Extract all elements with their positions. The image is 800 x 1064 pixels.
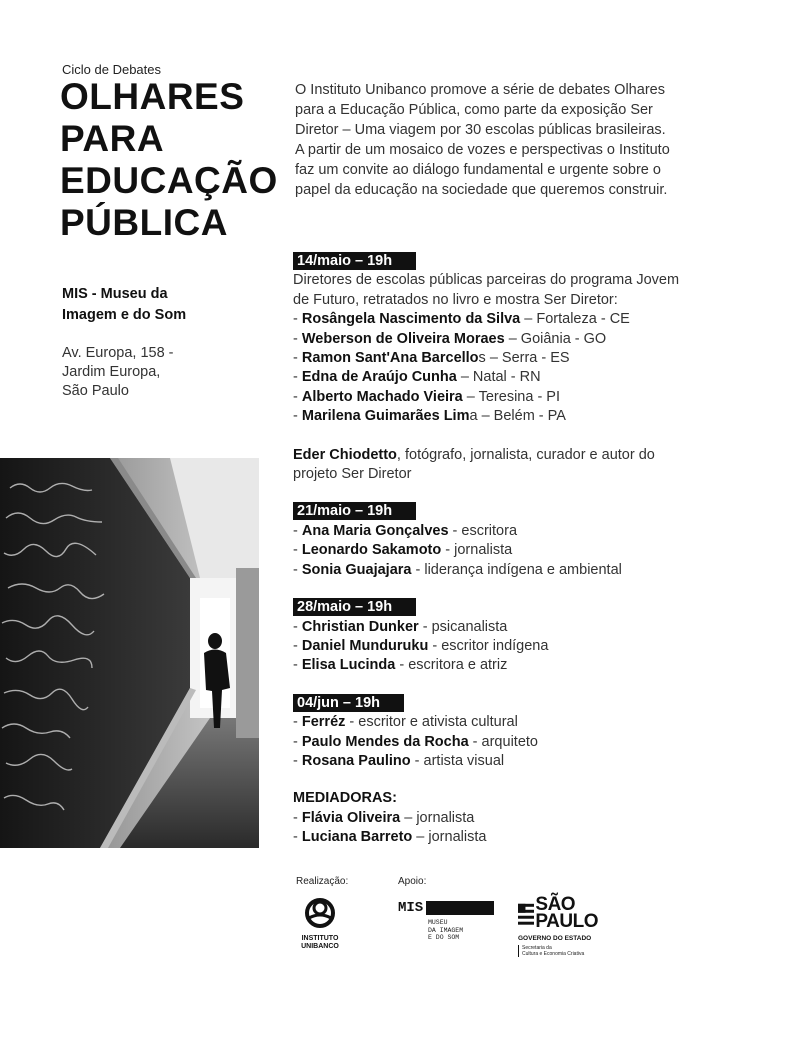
sp-logo-text: PAULO	[535, 911, 598, 932]
speaker-role: - arquiteto	[468, 733, 538, 750]
speaker-name: Daniel Munduruku	[301, 637, 429, 654]
speaker-role: s – Serra - ES	[478, 350, 570, 367]
speaker-name: Christian Dunker	[301, 618, 419, 635]
speaker-line: - Edna de Araújo Cunha – Natal - RN	[293, 369, 541, 386]
venue-name	[62, 284, 252, 326]
speaker-name: Weberson de Oliveira Moraes	[301, 330, 505, 347]
description-line: de Futuro, retratados no livro e mostra Ser Diretor:	[293, 291, 618, 308]
mis-logo-text: MIS	[398, 900, 424, 916]
speaker-name: Edna de Araújo Cunha	[301, 369, 457, 386]
speaker-line: - Rosângela Nascimento da Silva – Fortaleza - CE	[293, 311, 630, 328]
title-line: PÚBLICA	[60, 202, 228, 243]
sao-paulo-logo	[518, 896, 598, 957]
mediator-line: - Flávia Oliveira – jornalista	[293, 809, 475, 826]
sp-logo-text: SÃO	[535, 894, 576, 915]
intro-line: A partir de um mosaico de vozes e perspectivas o Instituto	[295, 142, 670, 158]
speaker-role: – Fortaleza - CE	[520, 311, 630, 328]
speaker-name: Sonia Guajajara	[301, 561, 412, 578]
speaker-role: - escritora e atriz	[395, 657, 508, 674]
speaker-role: a – Belém - PA	[469, 408, 566, 425]
address-line: Av. Europa, 158 -	[62, 345, 174, 361]
speaker-line: - Leonardo Sakamoto - jornalista	[293, 542, 513, 559]
speaker-name: Marilena Guimarães Lim	[301, 408, 470, 425]
speaker-name: Paulo Mendes da Rocha	[301, 733, 469, 750]
speaker-name: Alberto Machado Vieira	[301, 388, 463, 405]
date-badge: 14/maio – 19h	[293, 252, 416, 270]
speaker-role: – Natal - RN	[456, 369, 541, 386]
speaker-line: - Elisa Lucinda - escritora e atriz	[293, 657, 508, 674]
schedule-day	[293, 502, 753, 580]
instituto-unibanco-logo	[296, 896, 344, 951]
schedule-day	[293, 694, 753, 772]
mediator-name: Luciana Barreto	[301, 829, 413, 846]
description-line: Diretores de escolas públicas parceiras do programa Jovem	[293, 272, 680, 289]
classroom-photo	[0, 458, 259, 848]
speaker-line: - Daniel Munduruku - escritor indígena	[293, 637, 549, 654]
venue-name-line: MIS - Museu da	[62, 286, 168, 302]
mediator-line: - Luciana Barreto – jornalista	[293, 829, 487, 846]
speaker-name: Ana Maria Gonçalves	[301, 522, 449, 539]
title-line: OLHARES	[60, 76, 245, 117]
mis-logo-line: E DO SOM	[428, 934, 460, 941]
mis-logo	[398, 900, 494, 942]
speaker-name: Rosângela Nascimento da Silva	[301, 311, 521, 328]
speaker-role: - liderança indígena e ambiental	[411, 561, 622, 578]
speaker-role: – Goiânia - GO	[504, 330, 607, 347]
title-line: PARA	[60, 118, 165, 159]
speaker-role: - artista visual	[410, 752, 505, 769]
kicker: Ciclo de Debates	[62, 62, 161, 77]
intro-line: O Instituto Unibanco promove a série de debates Olhares	[295, 82, 665, 98]
logo-text: INSTITUTO	[301, 935, 339, 942]
speaker-name: Leonardo Sakamoto	[301, 542, 442, 559]
speaker-line: - Sonia Guajajara - liderança indígena e ambiental	[293, 561, 622, 578]
speaker-name: Elisa Lucinda	[301, 657, 396, 674]
mediator-role: – jornalista	[412, 829, 487, 846]
speaker-line: - Ferréz - escritor e ativista cultural	[293, 714, 518, 731]
sao-paulo-flag-icon	[518, 896, 534, 934]
speaker-role: - psicanalista	[418, 618, 508, 635]
speaker-line: - Christian Dunker - psicanalista	[293, 618, 508, 635]
speaker-role: - jornalista	[441, 542, 513, 559]
speaker-role: - escritor e ativista cultural	[345, 714, 518, 731]
intro-line: papel da educação na sociedade que queremos construir.	[295, 182, 668, 198]
intro-paragraph	[295, 80, 735, 200]
speaker-name: Ramon Sant'Ana Barcello	[301, 350, 479, 367]
mis-logo-bar	[426, 901, 494, 915]
mis-logo-line: DA IMAGEM	[428, 926, 464, 934]
mediators-heading	[293, 789, 753, 808]
guest-line	[293, 446, 753, 465]
mediator-role: – jornalista	[400, 809, 475, 826]
speaker-line: - Ramon Sant'Ana Barcellos – Serra - ES	[293, 350, 570, 367]
title-line: EDUCAÇÃO	[60, 160, 278, 201]
sp-secretaria-line: Cultura e Economia Criativa	[522, 951, 585, 957]
speaker-line: - Alberto Machado Vieira – Teresina - PI	[293, 388, 561, 405]
speaker-role: – Teresina - PI	[462, 388, 561, 405]
page-title	[60, 76, 280, 244]
mediators	[293, 789, 753, 847]
speaker-line: - Marilena Guimarães Lima – Belém - PA	[293, 408, 566, 425]
speaker-line: - Rosana Paulino - artista visual	[293, 752, 505, 769]
sp-secretaria-line: Secretaria da	[522, 945, 552, 951]
schedule	[293, 252, 753, 866]
intro-line: para a Educação Pública, como parte da exposição Ser	[295, 102, 653, 118]
intro-line: faz um convite ao diálogo fundamental e urgente sobre o	[295, 162, 661, 178]
date-badge: 21/maio – 19h	[293, 502, 416, 520]
speaker-line: - Ana Maria Gonçalves - escritora	[293, 522, 518, 539]
mis-logo-line: MUSEU	[428, 919, 448, 926]
guest-name: Eder Chiodetto	[293, 446, 397, 463]
sp-gov-text: GOVERNO DO ESTADO	[518, 935, 592, 942]
speaker-name: Ferréz	[301, 714, 346, 731]
speaker-role: - escritor indígena	[428, 637, 549, 654]
schedule-day	[293, 598, 753, 676]
instituto-unibanco-logo-icon	[300, 896, 340, 930]
venue-address	[62, 344, 252, 401]
address-line: Jardim Europa,	[62, 364, 161, 380]
mediator-name: Flávia Oliveira	[301, 809, 401, 826]
schedule-day	[293, 252, 753, 484]
date-badge: 28/maio – 19h	[293, 598, 416, 616]
logo-text: UNIBANCO	[301, 943, 339, 950]
address-line: São Paulo	[62, 383, 129, 399]
venue-name-line: Imagem e do Som	[62, 307, 187, 323]
speaker-line: - Paulo Mendes da Rocha - arquiteto	[293, 733, 538, 750]
mediators-heading-text: MEDIADORAS:	[293, 790, 397, 807]
apoio-label: Apoio:	[398, 876, 427, 887]
realizacao-label: Realização:	[296, 876, 349, 887]
intro-line: Diretor – Uma viagem por 30 escolas públicas brasileiras.	[295, 122, 666, 138]
date-badge: 04/jun – 19h	[293, 694, 404, 712]
guest-line: projeto Ser Diretor	[293, 466, 412, 483]
speaker-line: - Weberson de Oliveira Moraes – Goiânia - GO	[293, 330, 607, 347]
speaker-role: - escritora	[448, 522, 518, 539]
speaker-name: Rosana Paulino	[301, 752, 411, 769]
guest-role: , fotógrafo, jornalista, curador e autor do	[396, 446, 655, 463]
